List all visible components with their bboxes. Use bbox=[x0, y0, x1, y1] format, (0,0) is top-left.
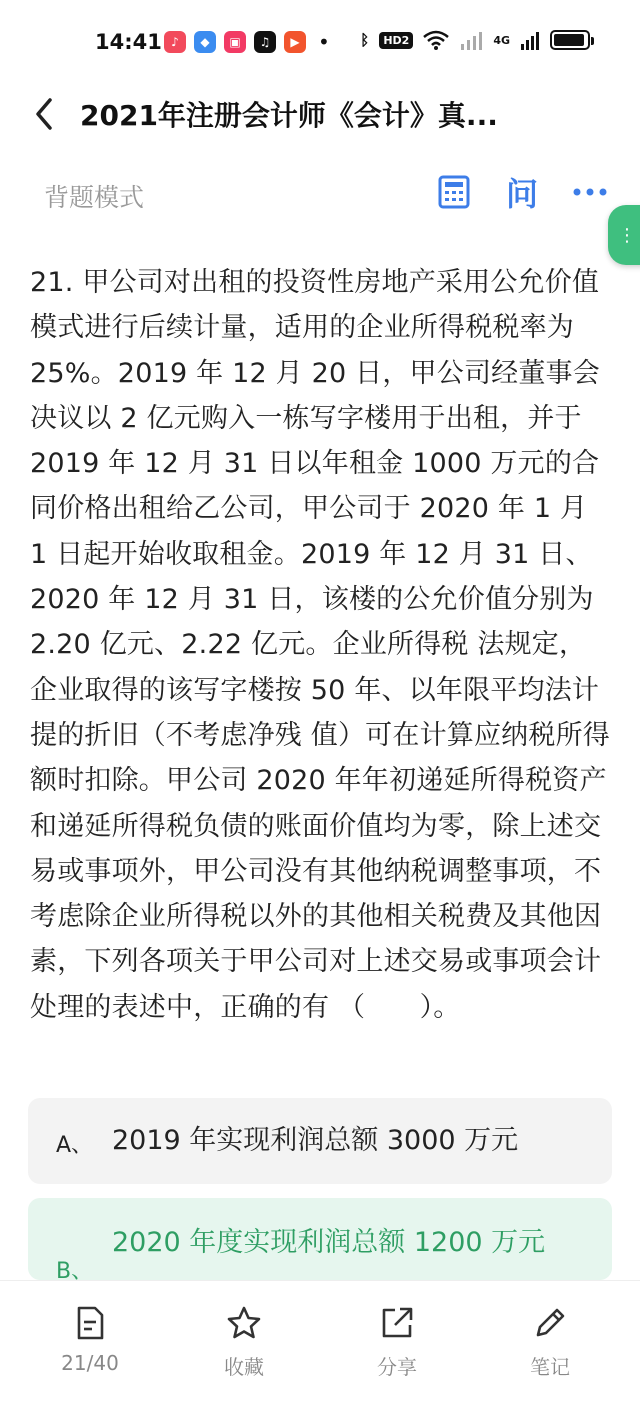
calculator-icon bbox=[437, 175, 471, 209]
question-text: 21. 甲公司对出租的投资性房地产采用公允价值模式进行后续计量，适用的企业所得税税率为 25%。2019 年 12 月 20 日，甲公司经董事会决议以 2 亿元购入一栋写字楼用于出租，并于 2019 年 12 月 31 日以年租金 1000 万元的合同价格出租给乙公司，甲公司于 2020 年 1 月 1 日起开始收取租金。2019 年 12 月 31 日、 2020 年 12 月 31 日，该楼的公允价值分别为 2.20 亿元、2.22 亿元。企业所得税 法规定，企业取得的该写字楼按 50 年、以年限平均法计提的折旧（不考虑净残 值）可在计算应纳税所得额时扣除。甲公司 2020 年年初递延所得税资产和递延所得税负债的账面价值均为零，除上述交易或事项外，甲公司没有其他纳税调整事项，不考虑除企业所得税以外的其他相关税费及其他因素，下列各项关于甲公司对上述交易或事项会计处理的表述中，正确的有 （ ）。 bbox=[30, 267, 610, 1023]
option-a-letter: A、 bbox=[56, 1133, 94, 1158]
share-icon bbox=[379, 1305, 415, 1341]
video-app-icon: ▶ bbox=[284, 31, 306, 53]
cloud-app-icon: ◆ bbox=[194, 31, 216, 53]
notes-label: 笔记 bbox=[530, 1355, 570, 1379]
mode-label[interactable]: 背题模式 bbox=[44, 183, 145, 212]
side-tab-dots-icon: ⋮ bbox=[618, 224, 636, 246]
status-bar bbox=[0, 0, 640, 86]
calendar-app-icon: ▣ bbox=[224, 31, 246, 53]
signal-icon-1 bbox=[459, 30, 483, 50]
signal-icon-2 bbox=[520, 30, 540, 50]
toolbar bbox=[0, 162, 640, 222]
pencil-icon bbox=[532, 1305, 568, 1341]
nav-notes[interactable] bbox=[500, 1305, 600, 1380]
option-b-text: 2020 年度实现利润总额 1200 万元 bbox=[112, 1227, 546, 1258]
status-time: 14:41 bbox=[95, 30, 162, 54]
music-app-icon: ♪ bbox=[164, 31, 186, 53]
notification-icons bbox=[164, 31, 330, 53]
battery-icon bbox=[550, 30, 590, 50]
progress-label: 21/40 bbox=[61, 1351, 119, 1375]
calculator-button[interactable] bbox=[434, 172, 474, 212]
nav-share[interactable] bbox=[347, 1305, 447, 1380]
share-label: 分享 bbox=[377, 1355, 417, 1379]
favorite-label: 收藏 bbox=[224, 1355, 264, 1379]
network-type: 4G bbox=[493, 33, 510, 47]
ask-button[interactable] bbox=[502, 172, 542, 212]
title-bar bbox=[0, 86, 640, 146]
system-icons bbox=[360, 30, 590, 50]
hd-badge: HD2 bbox=[379, 32, 413, 49]
option-a-text: 2019 年实现利润总额 3000 万元 bbox=[112, 1125, 519, 1156]
nav-answer-sheet[interactable] bbox=[40, 1305, 140, 1375]
page-title: 2021年注册会计师《会计》真... bbox=[80, 99, 498, 132]
ask-label: 问 bbox=[505, 175, 538, 213]
document-icon bbox=[72, 1305, 108, 1341]
option-a[interactable] bbox=[28, 1098, 612, 1184]
bluetooth-icon: ᛒ bbox=[360, 31, 370, 49]
option-b-letter: B、 bbox=[56, 1259, 94, 1280]
more-notifications-icon: • bbox=[318, 30, 330, 54]
more-button[interactable] bbox=[570, 172, 610, 212]
nav-favorite[interactable] bbox=[194, 1305, 294, 1380]
wifi-icon bbox=[423, 30, 449, 50]
floating-side-tab[interactable] bbox=[608, 205, 640, 265]
more-dots-icon bbox=[572, 187, 608, 197]
back-arrow-icon[interactable] bbox=[30, 94, 60, 134]
bottom-nav bbox=[0, 1280, 640, 1422]
tiktok-app-icon: ♫ bbox=[254, 31, 276, 53]
option-b[interactable] bbox=[28, 1198, 612, 1280]
star-icon bbox=[226, 1305, 262, 1341]
